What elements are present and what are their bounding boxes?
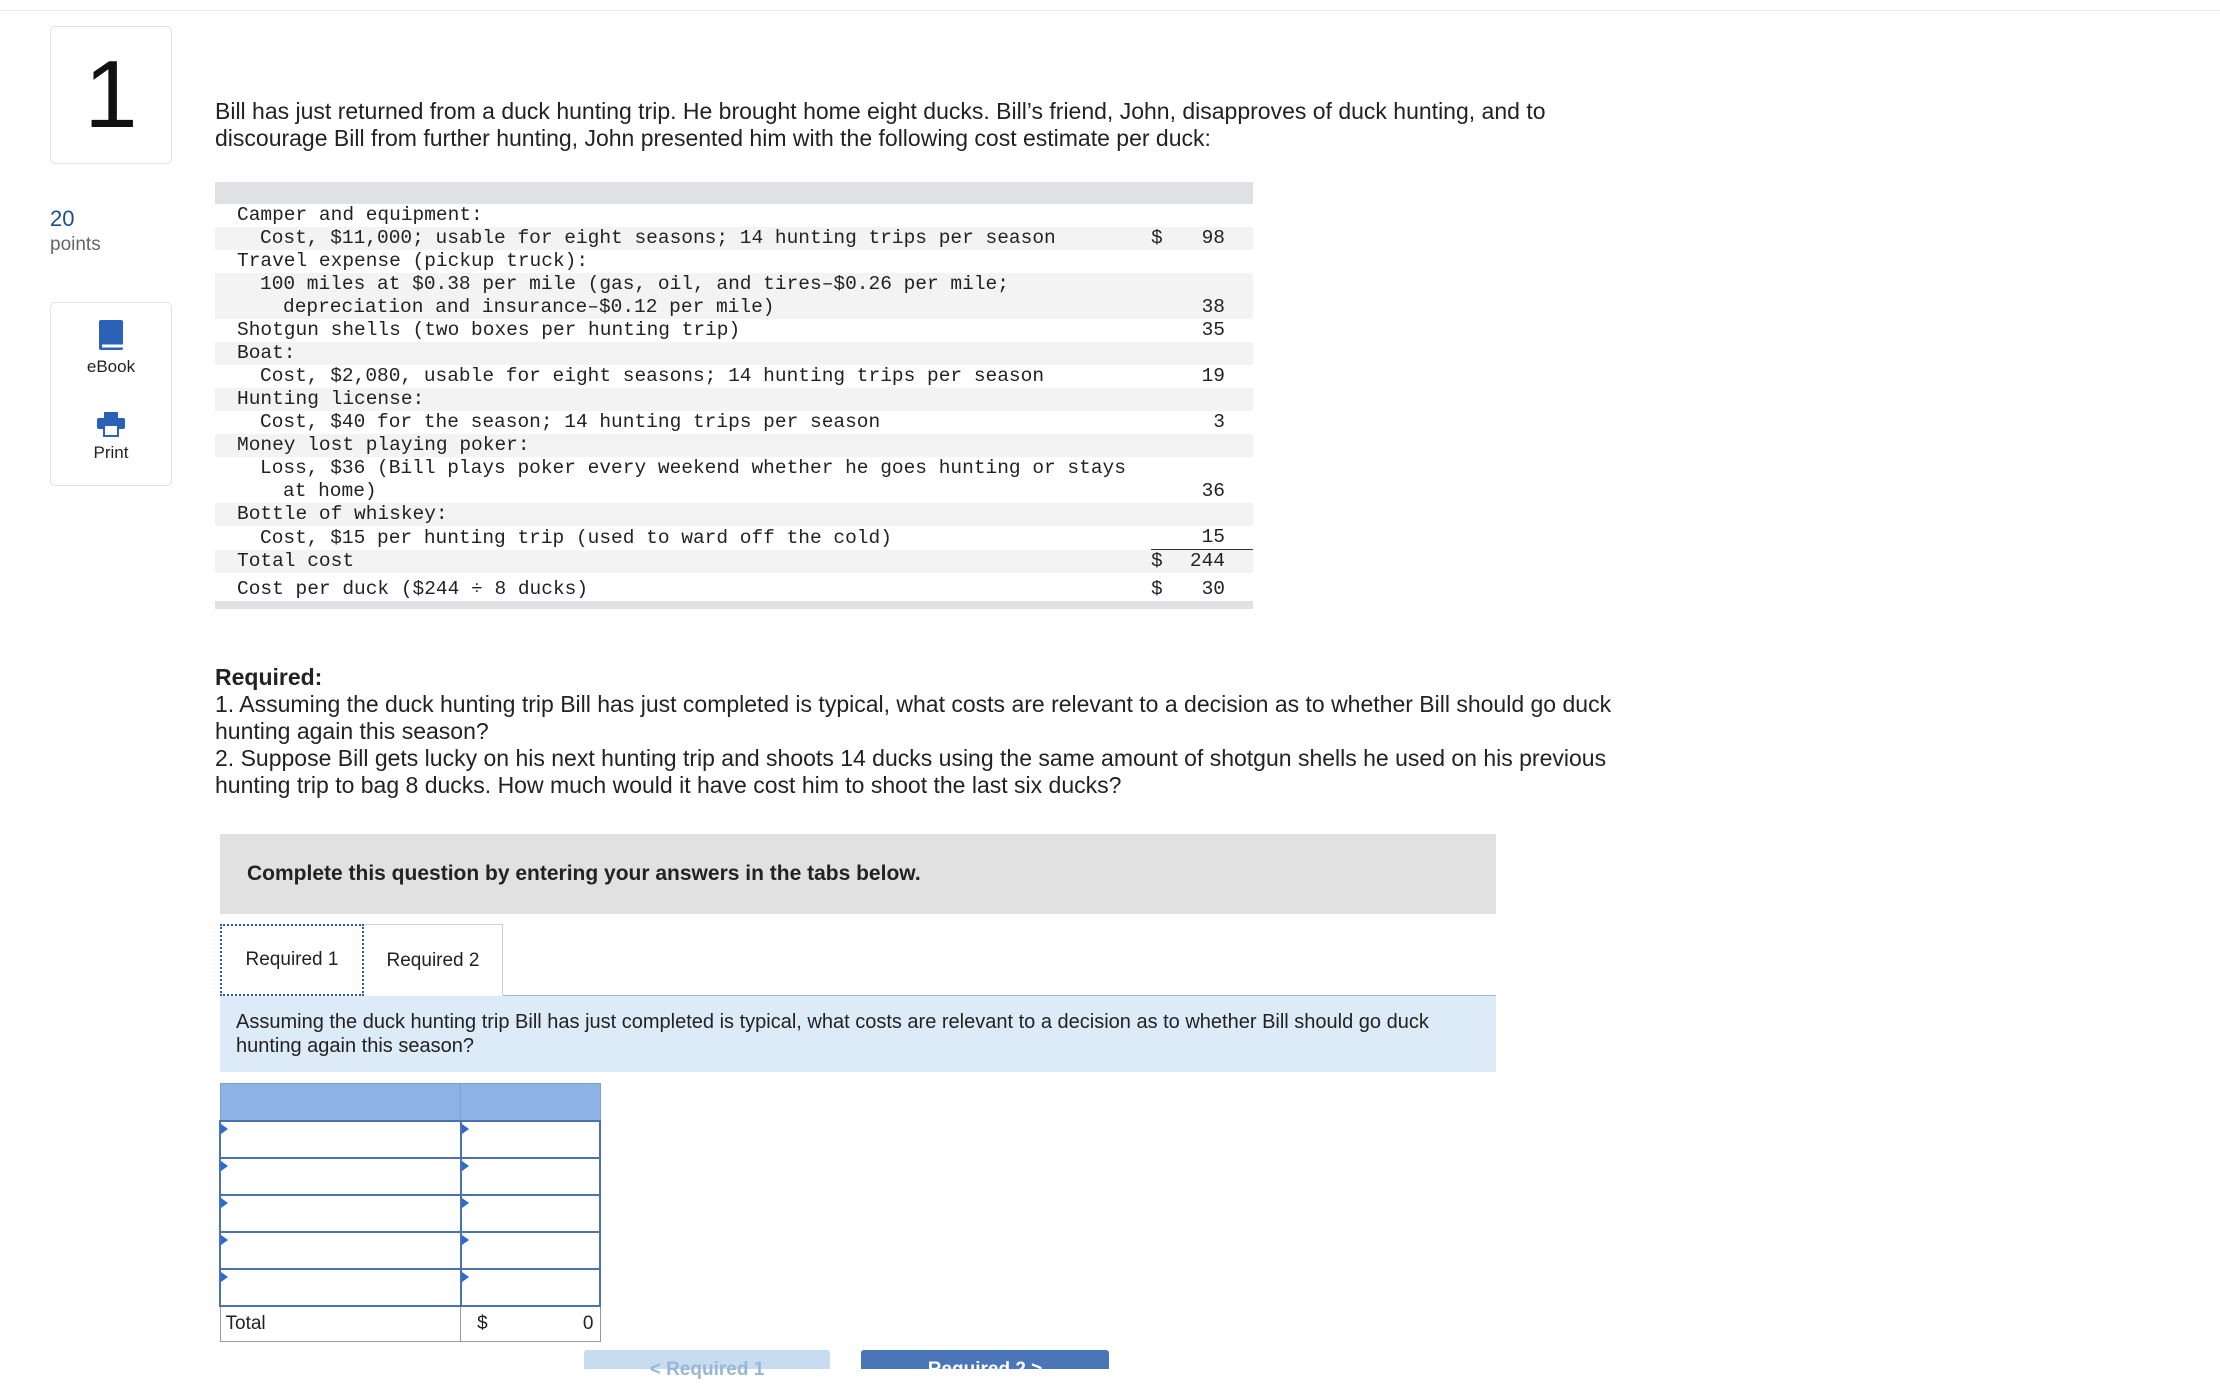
dropdown-marker-icon [462, 1161, 469, 1171]
row-amount: 98 [1173, 227, 1253, 250]
ebook-label: eBook [86, 357, 136, 376]
table-row [215, 457, 1253, 480]
print-button[interactable] [51, 411, 171, 463]
total-row [220, 1306, 600, 1342]
table-row [215, 526, 1253, 550]
row-text: Cost, $11,000; usable for eight seasons; 14 hunting trips per season [215, 227, 1151, 250]
tab-required-1[interactable]: Required 1 [220, 924, 364, 996]
required-section [215, 664, 1635, 799]
row-dollar [1151, 250, 1173, 273]
row-text: Hunting license: [215, 388, 1151, 411]
table-row [215, 434, 1253, 457]
points-label: points [50, 234, 101, 255]
table-row [215, 296, 1253, 319]
table-row [220, 1232, 600, 1269]
row-text: Camper and equipment: [237, 204, 483, 226]
top-divider [0, 10, 2220, 11]
question-number: 1 [50, 26, 172, 164]
print-label: Print [93, 443, 129, 462]
instruction-banner: Complete this question by entering your answers in the tabs below. [220, 834, 1496, 914]
amount-cell[interactable] [461, 1195, 600, 1232]
total-cell [461, 1306, 600, 1342]
tab-required-2[interactable]: Required 2 [364, 924, 503, 996]
answer-header-row [220, 1084, 600, 1122]
row-amount [1173, 204, 1253, 227]
cost-dropdown-cell[interactable] [220, 1232, 461, 1269]
table-row [220, 1121, 600, 1158]
row-amount [1173, 457, 1253, 480]
cost-description-input[interactable] [221, 1272, 460, 1303]
table-row [215, 204, 1253, 227]
row-text: Loss, $36 (Bill plays poker every weekend whether he goes hunting or stays [260, 457, 1126, 479]
dropdown-marker-icon [221, 1235, 228, 1245]
tab-question-text: Assuming the duck hunting trip Bill has just completed is typical, what costs are relevant to a decision as to whether Bill should go duck hunting again this season? [220, 996, 1496, 1072]
row-dollar: $ [1151, 550, 1173, 574]
cost-amount-input[interactable] [462, 1272, 599, 1303]
row-amount: 244 [1173, 550, 1253, 574]
row-amount: 15 [1173, 526, 1253, 550]
row-dollar [1151, 503, 1173, 526]
row-text: Boat: [215, 342, 1151, 365]
table-row [215, 550, 1253, 574]
row-dollar: $ [1151, 573, 1173, 605]
table-row [215, 411, 1253, 434]
row-dollar [1151, 296, 1173, 319]
table-row [220, 1158, 600, 1195]
row-amount: 19 [1201, 365, 1225, 387]
amount-cell[interactable] [461, 1232, 600, 1269]
row-text: depreciation and insurance–$0.12 per mile) [215, 296, 1151, 319]
next-required-button[interactable]: Required 2 > [861, 1350, 1109, 1369]
printer-icon [96, 411, 126, 437]
row-amount: 30 [1173, 573, 1253, 605]
points-display [50, 206, 101, 256]
total-label: Total [220, 1306, 461, 1342]
total-value: 0 [582, 1313, 594, 1334]
row-dollar [1151, 273, 1173, 296]
table-row [215, 250, 1253, 273]
row-text: Shotgun shells (two boxes per hunting trip) [237, 319, 741, 341]
table-row [215, 503, 1253, 526]
cost-amount-input[interactable] [462, 1235, 599, 1266]
row-dollar [1151, 204, 1173, 227]
table-row [215, 365, 1253, 388]
table-header-band [215, 182, 1253, 204]
cost-dropdown-cell[interactable] [220, 1121, 461, 1158]
row-text: Bottle of whiskey: [215, 503, 1151, 526]
row-dollar [1151, 388, 1173, 411]
amount-cell[interactable] [461, 1121, 600, 1158]
cost-description-input[interactable] [221, 1124, 460, 1155]
book-icon [97, 319, 125, 351]
answer-table [219, 1083, 601, 1342]
row-text: Cost, $40 for the season; 14 hunting trips per season [260, 411, 881, 433]
row-text: Total cost [215, 550, 1151, 574]
row-dollar [1151, 411, 1173, 434]
required-item-1: 1. Assuming the duck hunting trip Bill has just completed is typical, what costs are relevant to a decision as to whether Bill should go duck hunting again this season? [215, 691, 1612, 744]
points-value: 20 [50, 206, 75, 231]
row-amount [1173, 250, 1253, 273]
table-row [215, 319, 1253, 342]
row-text: Cost, $15 per hunting trip (used to ward off the cold) [260, 526, 892, 549]
row-dollar [1151, 434, 1173, 457]
row-dollar [1151, 457, 1173, 480]
dropdown-marker-icon [462, 1235, 469, 1245]
table-footer-band [215, 605, 1253, 609]
row-text: Cost, $2,080, usable for eight seasons; 14 hunting trips per season [260, 365, 1045, 387]
row-amount [1173, 388, 1253, 411]
row-text: at home) [283, 480, 377, 502]
required-item-2: 2. Suppose Bill gets lucky on his next hunting trip and shoots 14 ducks using the same amount of shotgun shells he used on his previous hunting trip to bag 8 ducks. How much would it have cost him to shoot the last six ducks? [215, 745, 1607, 798]
dropdown-marker-icon [221, 1198, 228, 1208]
answer-header-cell [220, 1084, 461, 1122]
tools-panel [50, 302, 172, 486]
row-dollar [1151, 526, 1173, 550]
row-amount [1173, 342, 1253, 365]
amount-cell[interactable] [461, 1158, 600, 1195]
row-amount [1173, 503, 1253, 526]
row-amount: 3 [1213, 411, 1225, 433]
cost-dropdown-cell[interactable] [220, 1195, 461, 1232]
table-row [215, 388, 1253, 411]
table-row [220, 1195, 600, 1232]
cost-dropdown-cell[interactable] [220, 1158, 461, 1195]
cost-amount-input[interactable] [462, 1161, 599, 1192]
row-amount: 35 [1201, 319, 1225, 341]
cost-dropdown-cell[interactable] [220, 1269, 461, 1306]
row-dollar [1151, 480, 1173, 503]
dropdown-marker-icon [221, 1124, 228, 1134]
table-row [215, 342, 1253, 365]
row-dollar [1151, 365, 1173, 388]
table-row [215, 573, 1253, 605]
required-heading: Required: [215, 664, 323, 690]
row-dollar [1151, 319, 1173, 342]
cost-description-input[interactable] [221, 1161, 460, 1192]
row-dollar: $ [1151, 227, 1173, 250]
row-amount [1173, 434, 1253, 457]
row-dollar [1151, 342, 1173, 365]
cost-estimate-table [215, 182, 1253, 609]
row-text: Money lost playing poker: [215, 434, 1151, 457]
row-amount: 36 [1201, 480, 1225, 502]
row-text: Cost per duck ($244 ÷ 8 ducks) [237, 578, 589, 600]
cost-description-input[interactable] [221, 1235, 460, 1266]
dropdown-marker-icon [462, 1124, 469, 1134]
ebook-button[interactable] [51, 319, 171, 377]
answer-header-cell [461, 1084, 600, 1122]
amount-cell[interactable] [461, 1269, 600, 1306]
dropdown-marker-icon [221, 1161, 228, 1171]
table-row [215, 227, 1253, 250]
row-amount: 38 [1173, 296, 1253, 319]
cost-amount-input[interactable] [462, 1124, 599, 1155]
total-dollar-sign: $ [477, 1313, 488, 1334]
cost-description-input[interactable] [221, 1198, 460, 1229]
dropdown-marker-icon [221, 1272, 228, 1282]
dropdown-marker-icon [462, 1272, 469, 1282]
row-amount [1173, 273, 1253, 296]
table-row [220, 1269, 600, 1306]
dropdown-marker-icon [462, 1198, 469, 1208]
table-row [215, 480, 1253, 503]
table-row [215, 273, 1253, 296]
question-intro: Bill has just returned from a duck hunting trip. He brought home eight ducks. Bill’s friend, John, disapproves of duck hunting, and to discourage Bill from further hunting, John presented him with the following cost estimate per duck: [215, 98, 1546, 151]
row-text: 100 miles at $0.38 per mile (gas, oil, and tires–$0.26 per mile; [215, 273, 1151, 296]
cost-amount-input[interactable] [462, 1198, 599, 1229]
row-text: Travel expense (pickup truck): [237, 250, 589, 272]
prev-required-button[interactable]: < Required 1 [584, 1350, 830, 1369]
